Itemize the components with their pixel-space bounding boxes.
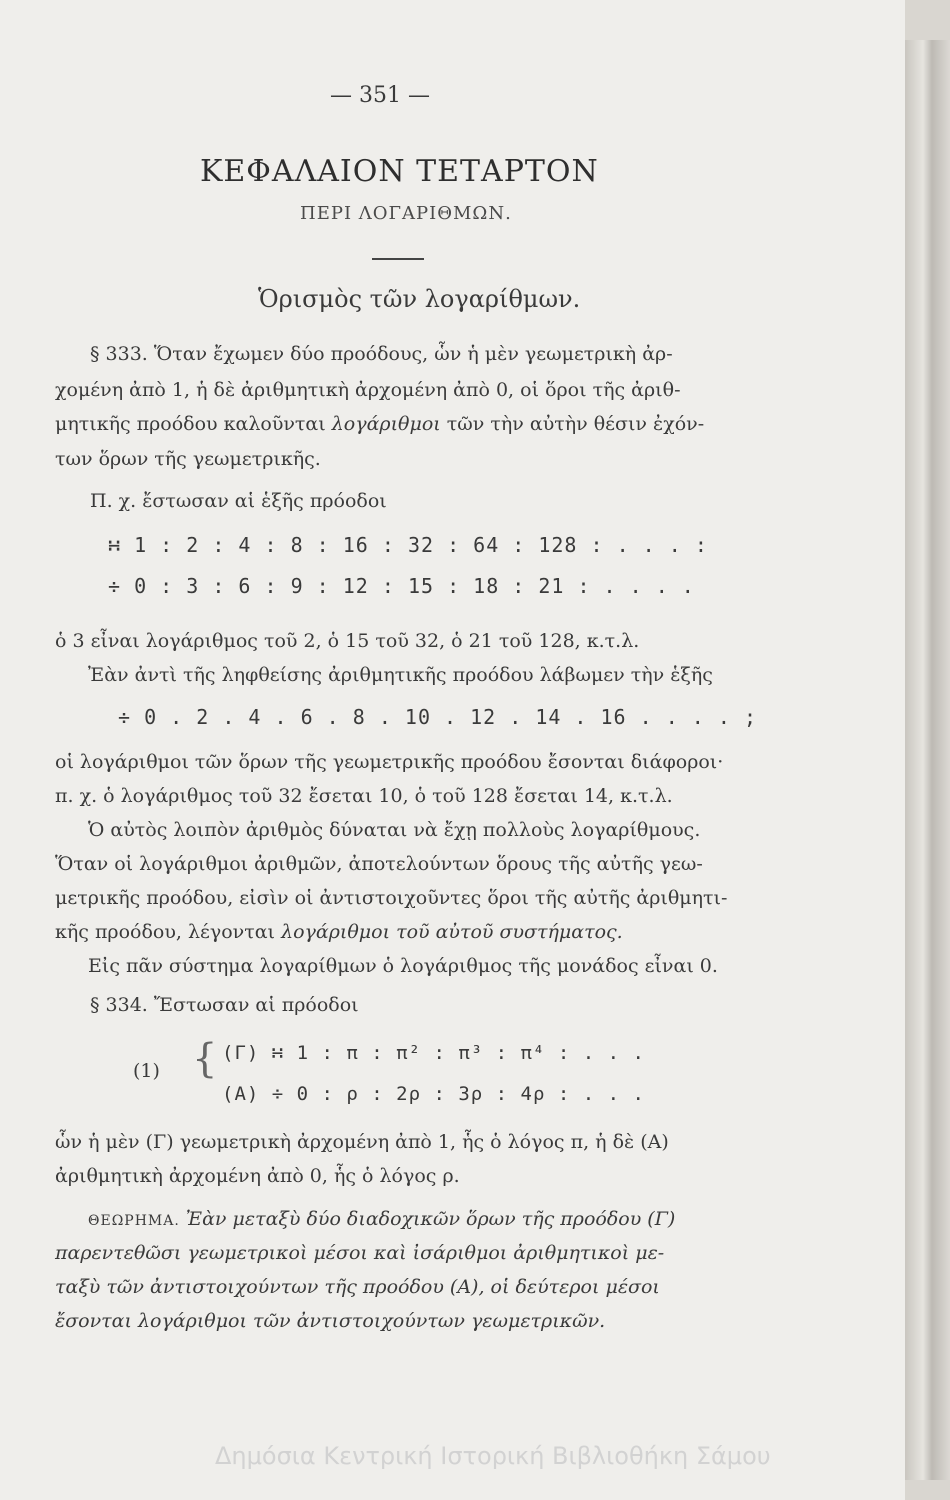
body-line: ὁ 3 εἶναι λογάριθμος τοῦ 2, ὁ 15 τοῦ 32, ὁ 21 τοῦ 128, κ.τ.λ.: [55, 630, 640, 652]
text-run: κῆς προόδου, λέγονται: [55, 921, 276, 943]
paragraph-333-line: των ὅρων τῆς γεωμετρικῆς.: [55, 448, 321, 470]
section-heading: Ὁρισμὸς τῶν λογαρίθμων.: [258, 285, 581, 313]
defined-term: λογάριθμοι τοῦ αὐτοῦ συστήματος.: [281, 921, 623, 943]
text-run: μητικῆς προόδου καλοῦνται: [55, 413, 326, 435]
library-watermark: Δημόσια Κεντρική Ιστορική Βιβλιοθήκη Σάμου: [215, 1442, 771, 1470]
body-line: Εἰς πᾶν σύστημα λογαρίθμων ὁ λογάριθμος τῆς μονάδος εἶναι 0.: [88, 955, 718, 977]
body-line: π. χ. ὁ λογάριθμος τοῦ 32 ἔσεται 10, ὁ τοῦ 128 ἔσεται 14, κ.τ.λ.: [55, 785, 673, 807]
arithmetic-progression-alpha: (Α) ÷ 0 : ρ : 2ρ : 3ρ : 4ρ : . . .: [222, 1083, 645, 1105]
chapter-subtitle: ΠΕΡΙ ΛΟΓΑΡΙΘΜΩΝ.: [300, 203, 512, 224]
theorem-line: ταξὺ τῶν ἀντιστοιχούντων τῆς προόδου (Α), οἱ δεύτεροι μέσοι: [55, 1276, 660, 1298]
theorem-line: ἔσονται λογάριθμοι τῶν ἀντιστοιχούντων γεωμετρικῶν.: [55, 1310, 606, 1332]
title-divider: [372, 258, 424, 260]
paragraph-334-intro: § 334. Ἔστωσαν αἱ πρόοδοι: [90, 994, 359, 1016]
defined-term: λογάριθμοι: [331, 413, 441, 435]
book-page-edge: [905, 40, 950, 1480]
theorem-text: Ἐὰν μεταξὺ δύο διαδοχικῶν ὅρων τῆς προόδου (Γ): [185, 1208, 676, 1230]
paragraph-333-line: χομένη ἀπὸ 1, ἡ δὲ ἀριθμητικὴ ἀρχομένη ἀπὸ 0, οἱ ὅροι τῆς ἀριθ-: [55, 379, 681, 401]
paragraph-333-line: § 333. Ὅταν ἔχωμεν δύο προόδους, ὧν ἡ μὲν γεωμετρικὴ ἀρ-: [90, 343, 673, 365]
arithmetic-series: ÷ 0 : 3 : 6 : 9 : 12 : 15 : 18 : 21 : . . . .: [108, 574, 695, 598]
geometric-progression-gamma: (Γ) ∺ 1 : π : π² : π³ : π⁴ : . . .: [222, 1042, 645, 1064]
body-line: [55, 921, 623, 943]
body-line: Ἐὰν ἀντὶ τῆς ληφθείσης ἀριθμητικῆς προόδου λάβωμεν τὴν ἑξῆς: [88, 664, 713, 686]
chapter-title: ΚΕΦΑΛΑΙΟΝ ΤΕΤΑΡΤΟΝ: [200, 154, 599, 189]
page-number: — 351 —: [330, 83, 430, 108]
body-line: Ὅταν οἱ λογάριθμοι ἀριθμῶν, ἀποτελούντων ὅρους τῆς αὐτῆς γεω-: [55, 853, 703, 875]
body-line: ὧν ἡ μὲν (Γ) γεωμετρικὴ ἀρχομένη ἀπὸ 1, ἧς ὁ λόγος π, ἡ δὲ (Α): [55, 1131, 669, 1153]
system-label: (1): [133, 1060, 160, 1082]
body-line: μετρικῆς προόδου, εἰσὶν οἱ ἀντιστοιχοῦντες ὅροι τῆς αὐτῆς ἀριθμητι-: [55, 887, 728, 909]
body-line: ἀριθμητικὴ ἀρχομένη ἀπὸ 0, ἧς ὁ λόγος ρ.: [55, 1165, 460, 1187]
theorem-label: ΘΕΩΡΗΜΑ.: [88, 1213, 180, 1229]
left-brace: {: [192, 1036, 218, 1082]
body-line: Ὁ αὐτὸς λοιπὸν ἀριθμὸς δύναται νὰ ἔχῃ πολλοὺς λογαρίθμους.: [88, 819, 701, 841]
body-line: οἱ λογάριθμοι τῶν ὅρων τῆς γεωμετρικῆς προόδου ἔσονται διάφοροι·: [55, 751, 724, 773]
theorem-line: παρεντεθῶσι γεωμετρικοὶ μέσοι καὶ ἰσάριθμοι ἀριθμητικοὶ με-: [55, 1242, 665, 1264]
text-run: τῶν τὴν αὐτὴν θέσιν ἐχόν-: [446, 413, 705, 435]
theorem-line: [88, 1208, 675, 1230]
geometric-series: ∺ 1 : 2 : 4 : 8 : 16 : 32 : 64 : 128 : . . . :: [108, 533, 708, 557]
example-intro: Π. χ. ἔστωσαν αἱ ἑξῆς πρόοδοι: [90, 490, 387, 512]
arithmetic-series-alt: ÷ 0 . 2 . 4 . 6 . 8 . 10 . 12 . 14 . 16 . . . . ;: [118, 705, 758, 729]
paragraph-333-line: [55, 413, 704, 435]
